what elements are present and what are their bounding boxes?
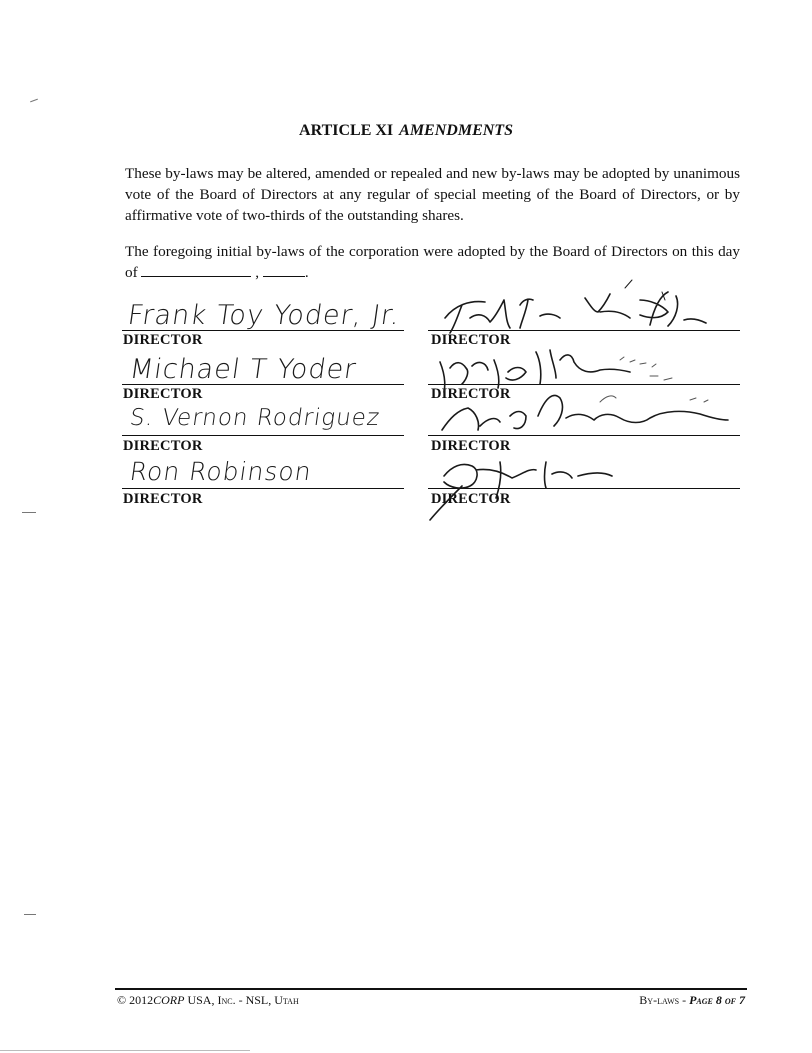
director-label: DIRECTOR <box>123 491 203 507</box>
director-label: DIRECTOR <box>123 438 203 454</box>
director-label: DIRECTOR <box>123 332 203 348</box>
scan-mark <box>24 914 36 915</box>
amendments-paragraph: These by-laws may be altered, amended or repealed and new by-laws may be adopted by unanimous vote of the Board of Directors at any regular of special meeting of the Board of Directors, or by affirmative vote of two-thirds of the outstanding shares. <box>125 165 740 224</box>
scan-mark <box>22 512 36 513</box>
footer-copyright: © 2012CORP USA, Inc. - NSL, Utah <box>117 993 299 1007</box>
director-label: DIRECTOR <box>431 438 511 454</box>
director-label: DIRECTOR <box>431 332 511 348</box>
article-number: ARTICLE XI <box>299 122 394 139</box>
footer-rule <box>115 988 747 990</box>
director-label: DIRECTOR <box>431 386 511 402</box>
scan-edge <box>0 1050 250 1051</box>
date-separator: , <box>255 264 260 281</box>
signature-michael-yoder: Michael T Yoder <box>127 354 359 385</box>
footer-page-number: By-laws - Page 8 of 7 <box>639 993 745 1007</box>
signature-vernon-rodriguez: S. Vernon Rodriguez <box>128 405 382 431</box>
director-label: DIRECTOR <box>123 386 203 402</box>
date-end: . <box>304 264 309 281</box>
signature-ron-robinson: Ron Robinson <box>127 457 314 486</box>
signature-frank-yoder: Frank Toy Yoder, Jr. <box>125 300 403 331</box>
director-label: DIRECTOR <box>431 491 511 507</box>
adoption-text: The foregoing initial by-laws of the corporation were adopted by the Board of Directors on this day of <box>125 243 740 281</box>
article-title: AMENDMENTS <box>399 122 513 139</box>
